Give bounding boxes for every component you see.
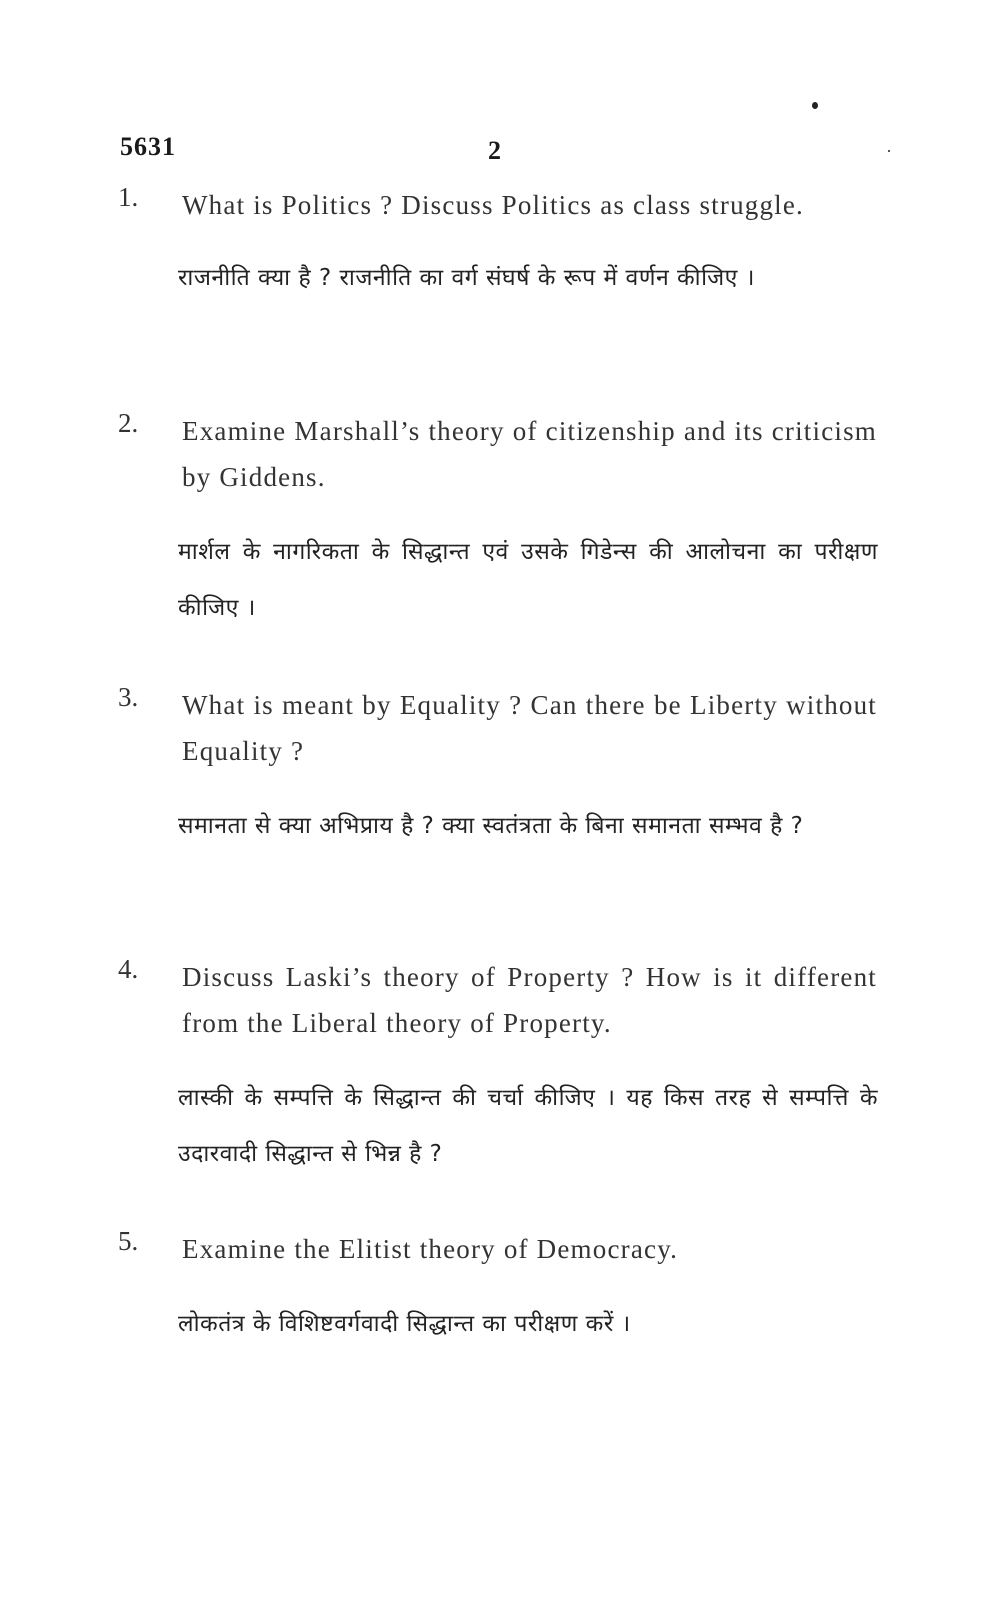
page-number: 2 [488, 136, 501, 165]
question-text-english: What is Politics ? Discuss Politics as class struggle. [182, 190, 805, 220]
question-number: 2. [118, 408, 139, 438]
question-number: 4. [118, 954, 139, 984]
paper-code: 5631 [120, 132, 176, 161]
question-text-hindi: लास्की के सम्पत्ति के सिद्धान्त की चर्चा कीजिए । यह किस तरह से सम्पत्ति के उदारवादी सिद्धान्त से भिन्न है ? [178, 1085, 878, 1167]
question-text-hindi: लोकतंत्र के विशिष्टवर्गवादी सिद्धान्त का परीक्षण करें । [178, 1311, 631, 1337]
question-text-hindi: समानता से क्या अभिप्राय है ? क्या स्वतंत्रता के बिना समानता सम्भव है ? [178, 813, 804, 839]
question-text-english: Examine the Elitist theory of Democracy. [182, 1234, 679, 1264]
question-text-english: Examine Marshall’s theory of citizenship and its criticism by Giddens. [182, 416, 877, 492]
scan-speck [812, 102, 818, 109]
scan-speck [888, 150, 890, 152]
question-text-english: Discuss Laski’s theory of Property ? How is it different from the Liberal theory of Property. [182, 962, 877, 1038]
question-text-hindi: राजनीति क्या है ? राजनीति का वर्ग संघर्ष के रूप में वर्णन कीजिए । [178, 265, 755, 291]
question-number: 5. [118, 1226, 139, 1256]
question-text-hindi: मार्शल के नागरिकता के सिद्धान्त एवं उसके गिडेन्स की आलोचना का परीक्षण कीजिए । [178, 539, 878, 621]
question-number: 1. [118, 182, 139, 212]
question-text-english: What is meant by Equality ? Can there be Liberty without Equality ? [182, 690, 877, 766]
question-number: 3. [118, 682, 139, 712]
